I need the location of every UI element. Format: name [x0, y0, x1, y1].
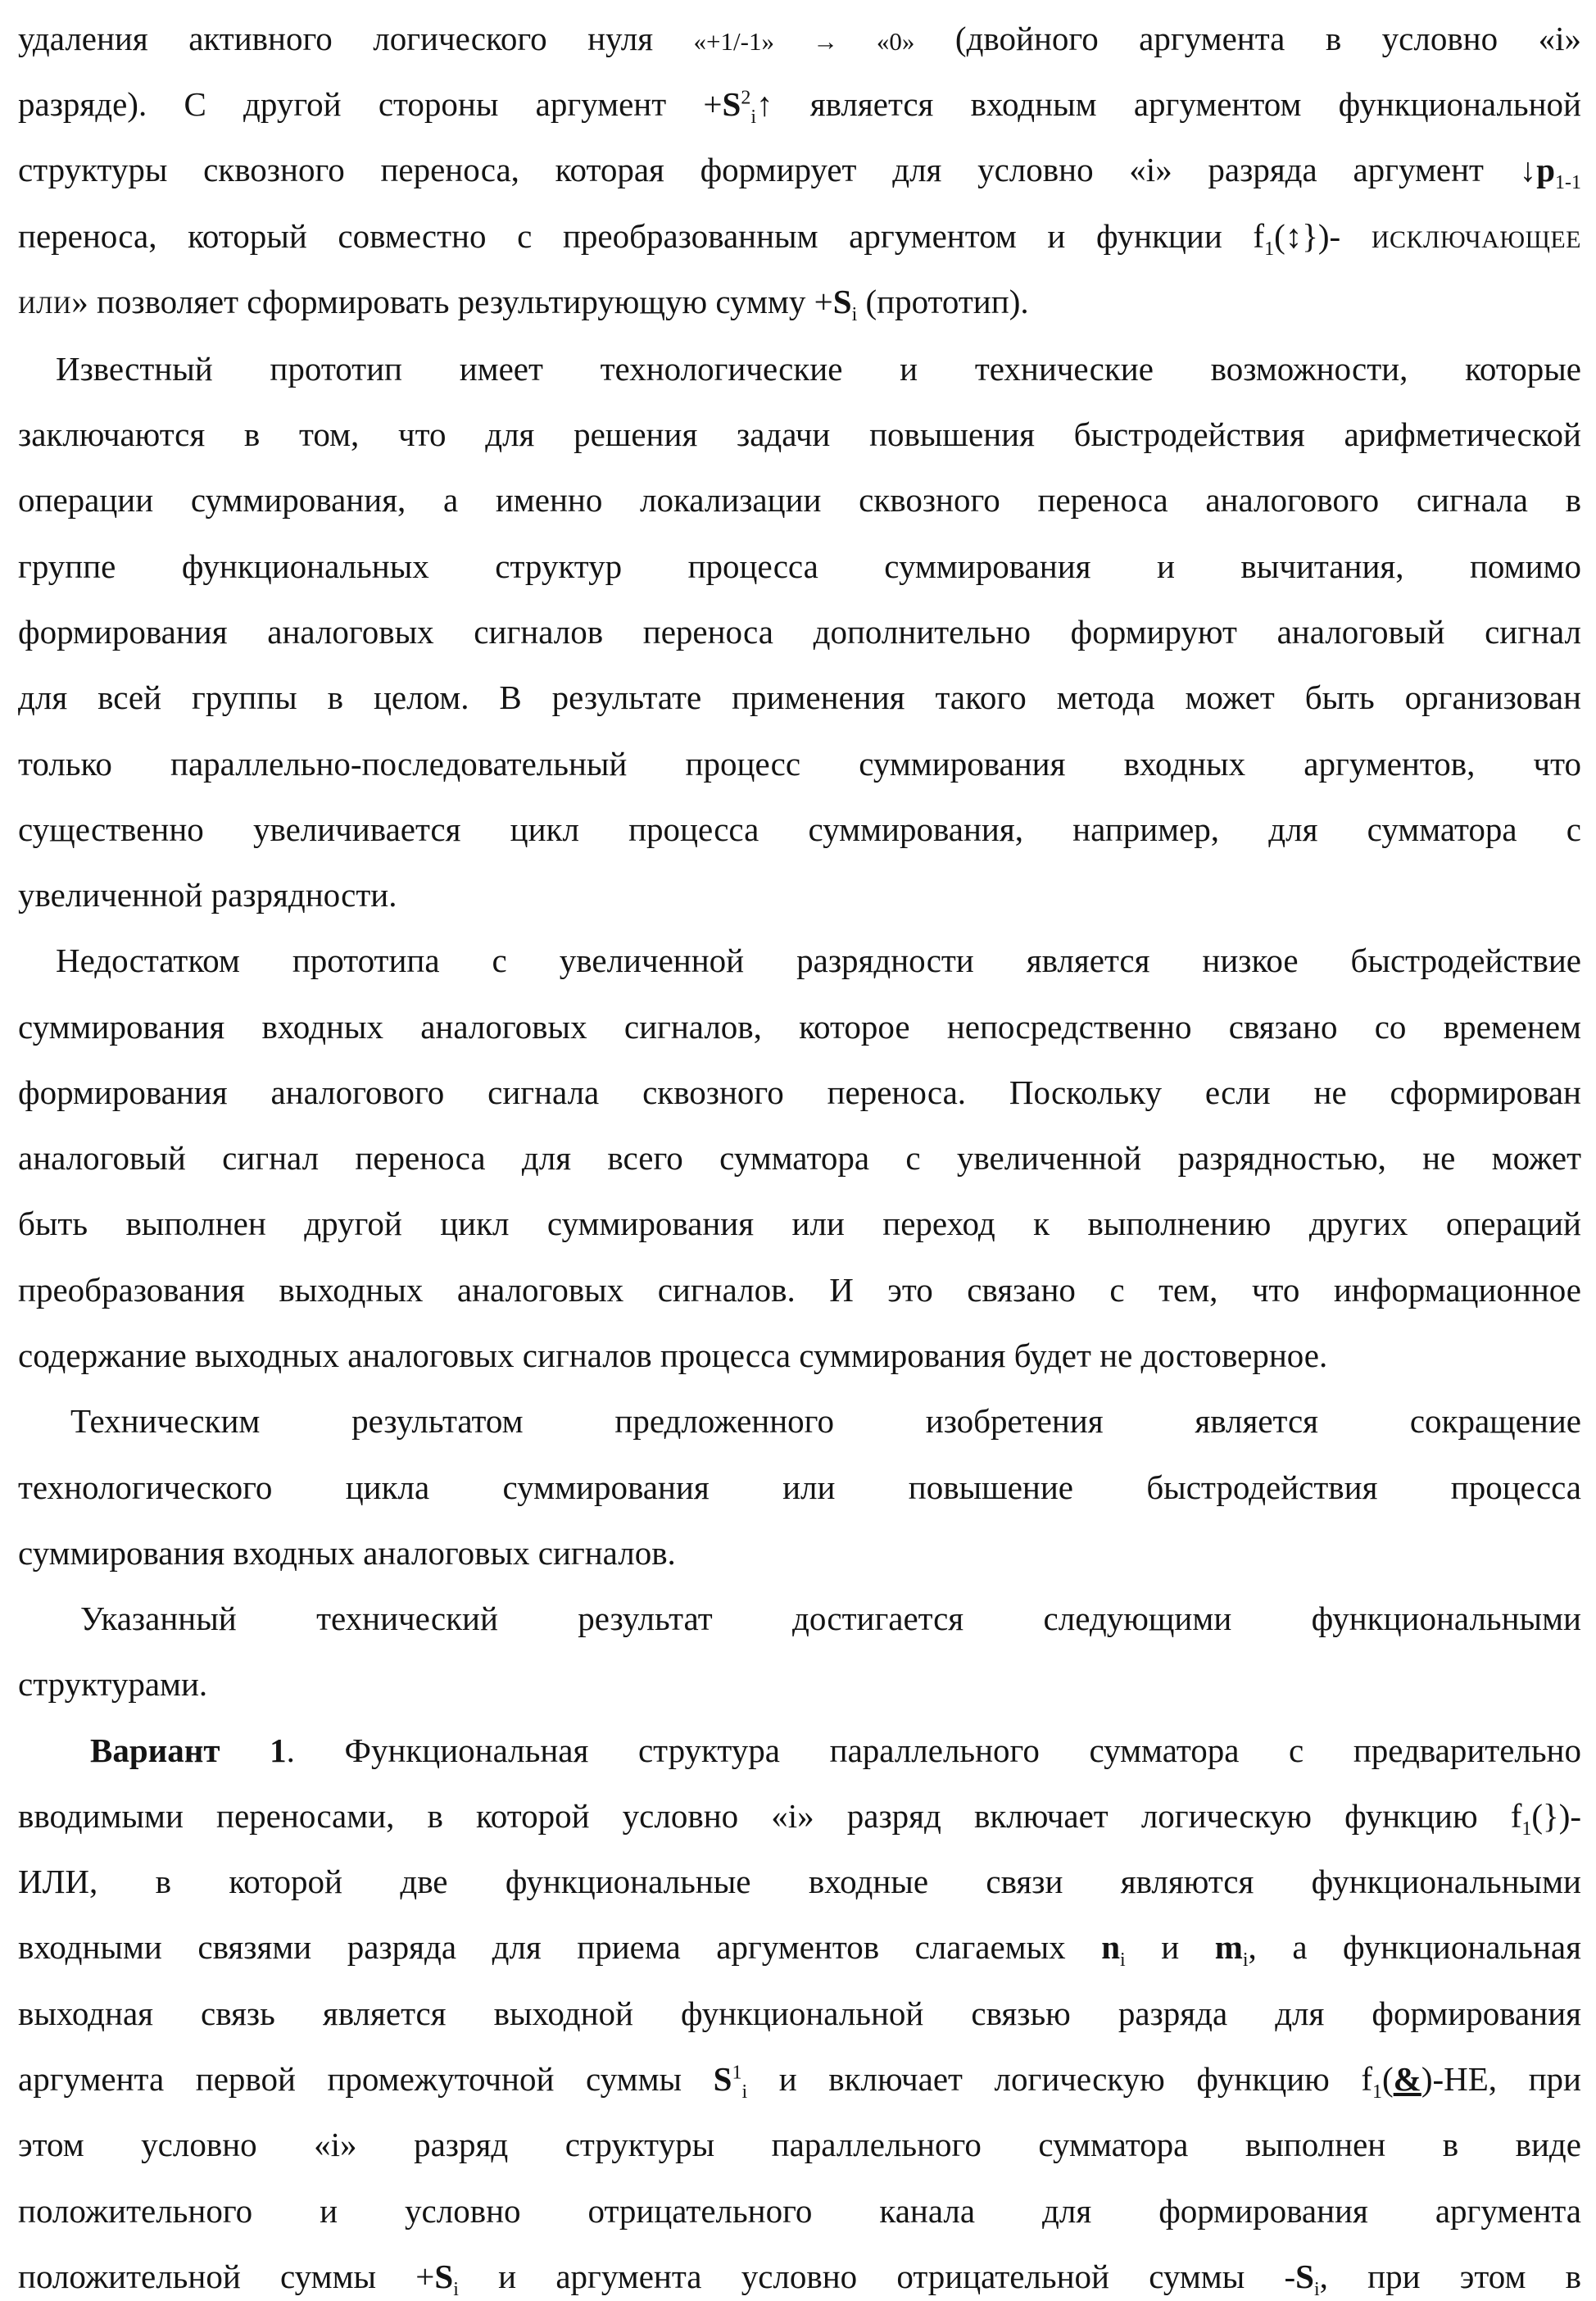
text-line: Техническим результатом предложенного изобретения является сокращение [70, 1396, 1581, 1446]
text-line: выходная связь является выходной функциональной связью разряда для формирования [18, 1989, 1581, 2038]
text-line: быть выполнен другой цикл суммирования или переход к выполнению других операций [18, 1199, 1581, 1248]
text-line: вводимыми переносами, в которой условно «i» разряд включает логическую функцию f1(})- [18, 1791, 1581, 1840]
text-line: этом условно «i» разряд структуры параллельного сумматора выполнен в виде [18, 2120, 1581, 2169]
text-line: положительного и условно отрицательного канала для формирования аргумента [18, 2186, 1581, 2235]
text-line: Вариант 1. Функциональная структура параллельного сумматора с предварительно [90, 1726, 1581, 1775]
text-line: формирования аналогового сигнала сквозного переноса. Поскольку если не сформирован [18, 1068, 1581, 1117]
text-line: формирования аналоговых сигналов переноса дополнительно формируют аналоговый сигнал [18, 607, 1581, 656]
text-line: только параллельно-последовательный процесс суммирования входных аргументов, что [18, 739, 1581, 788]
text-line: содержание выходных аналоговых сигналов процесса суммирования будет не достоверное. [18, 1331, 1581, 1380]
text-line: Известный прототип имеет технологические и технические возможности, которые [56, 344, 1581, 393]
text-line: удаления активного логического нуля «+1/-1» → «0» (двойного аргумента в условно «i» [18, 14, 1581, 63]
text-line: Недостатком прототипа с увеличенной разрядности является низкое быстродействие [56, 936, 1581, 985]
text-line: Указанный технический результат достигается следующими функциональными [80, 1594, 1581, 1643]
text-line: аргумента первой промежуточной суммы S1i и включает логическую функцию f1(&)-НЕ, при [18, 2054, 1581, 2104]
text-line: аналоговый сигнал переноса для всего сумматора с увеличенной разрядностью, не может [18, 1133, 1581, 1182]
text-line: технологического цикла суммирования или повышение быстродействия процесса [18, 1463, 1581, 1512]
text-line: суммирования входных аналоговых сигналов. [18, 1528, 1581, 1577]
text-line: положительной суммы +Si и аргумента условно отрицательной суммы -Si, при этом в [18, 2252, 1581, 2301]
text-line: преобразования выходных аналоговых сигналов. И это связано с тем, что информационное [18, 1265, 1581, 1314]
text-line: для всей группы в целом. В результате применения такого метода может быть организован [18, 673, 1581, 722]
text-line: суммирования входных аналоговых сигналов, которое непосредственно связано со временем [18, 1002, 1581, 1051]
text-line: структуры сквозного переноса, которая формирует для условно «i» разряда аргумент ↓p1-1 [18, 145, 1581, 194]
text-line: увеличенной разрядности. [18, 870, 1581, 919]
text-line: группе функциональных структур процесса суммирования и вычитания, помимо [18, 542, 1581, 591]
text-line: ИЛИ, в которой две функциональные входные связи являются функциональными [18, 1857, 1581, 1906]
text-line: входными связями разряда для приема аргументов слагаемых ni и mi, а функциональная [18, 1922, 1581, 1972]
text-line: операции суммирования, а именно локализации сквозного переноса аналогового сигнала в [18, 475, 1581, 524]
text-line: переноса, который совместно с преобразованным аргументом и функции f1(↕})- ИСКЛЮЧАЮЩЕЕ [18, 211, 1581, 261]
text-line: существенно увеличивается цикл процесса суммирования, например, для сумматора с [18, 805, 1581, 854]
text-line: структурами. [18, 1659, 1581, 1709]
text-line: разряде). С другой стороны аргумент +S2i↑ является входным аргументом функциональной [18, 79, 1581, 129]
text-line: ИЛИ» позволяет сформировать результирующую сумму +Si (прототип). [18, 277, 1581, 326]
text-line: заключаются в том, что для решения задачи повышения быстродействия арифметической [18, 410, 1581, 459]
